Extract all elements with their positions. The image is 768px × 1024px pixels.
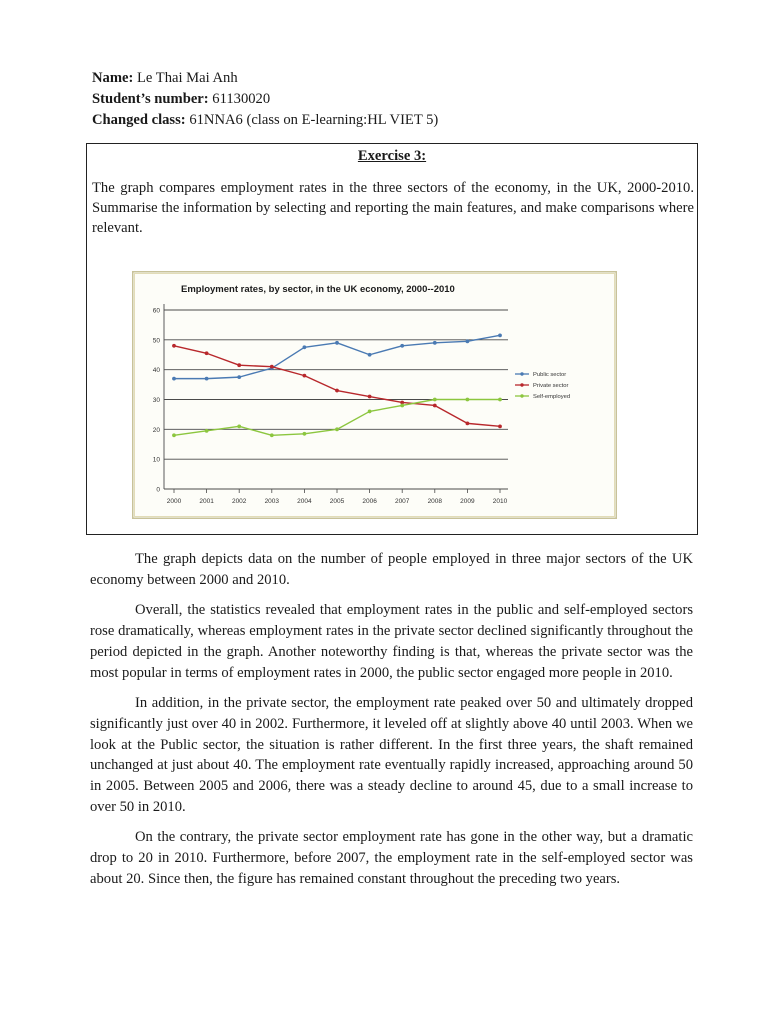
data-point-self-employed (498, 398, 502, 402)
x-tick-label: 2005 (329, 498, 345, 505)
employment-chart (132, 271, 617, 519)
name-row (92, 68, 438, 89)
data-point-private-sector (303, 374, 307, 378)
y-tick-label: 50 (152, 337, 160, 345)
data-point-public-sector (303, 345, 307, 349)
data-point-self-employed (237, 424, 241, 428)
y-tick-label: 60 (152, 307, 160, 315)
x-tick-label: 2002 (231, 498, 247, 505)
data-point-self-employed (172, 433, 176, 437)
x-tick-label: 2004 (297, 498, 312, 505)
data-point-private-sector (335, 389, 339, 393)
data-point-public-sector (205, 377, 209, 381)
data-point-self-employed (433, 398, 437, 402)
essay-body (90, 549, 693, 900)
data-point-public-sector (466, 339, 470, 343)
student-number-value: 61130020 (212, 91, 271, 107)
y-tick-label: 10 (152, 456, 160, 464)
x-tick-label: 2006 (362, 498, 377, 505)
data-point-private-sector (466, 421, 470, 425)
data-point-private-sector (237, 363, 241, 367)
exercise-box (86, 143, 698, 535)
changed-class-label: Changed class: (92, 112, 186, 128)
exercise-title: Exercise 3: (357, 148, 427, 164)
x-tick-label: 2000 (166, 498, 182, 505)
name-label: Name: (92, 70, 134, 86)
data-point-self-employed (335, 427, 339, 431)
data-point-self-employed (303, 432, 307, 436)
data-point-private-sector (433, 404, 437, 408)
changed-class-value: 61NNA6 (class on E-learning:HL VIET 5) (189, 112, 439, 128)
legend-label-private-sector: Private sector (533, 383, 569, 390)
data-point-private-sector (172, 344, 176, 348)
data-point-public-sector (433, 341, 437, 345)
legend-marker-public-sector (520, 372, 523, 375)
data-point-self-employed (270, 433, 274, 437)
changed-class-row (92, 110, 438, 131)
x-tick-label: 2010 (492, 498, 508, 505)
x-tick-label: 2008 (427, 498, 443, 505)
data-point-private-sector (368, 395, 372, 399)
y-tick-label: 20 (152, 426, 160, 434)
exercise-prompt: The graph compares employment rates in the three sectors of the economy, in the UK, 2000-2010. Summarise the information by selecting and reporting the main features, and make comparisons where relevant. (92, 180, 694, 236)
data-point-self-employed (400, 404, 404, 408)
legend-label-public-sector: Public sector (533, 372, 567, 379)
paragraph-1: The graph depicts data on the number of people employed in three major sectors of the UK economy between 2000 and 2010. (90, 551, 693, 588)
y-tick-label: 30 (152, 397, 160, 404)
x-tick-label: 2007 (394, 498, 410, 505)
x-tick-label: 2003 (264, 498, 280, 505)
student-info (92, 68, 438, 131)
chart-svg (132, 271, 617, 519)
data-point-public-sector (368, 353, 372, 357)
legend-label-self-employed: Self-employed (533, 394, 571, 401)
data-point-public-sector (335, 341, 339, 345)
x-tick-label: 2009 (460, 498, 475, 505)
data-point-private-sector (270, 365, 274, 369)
name-value: Le Thai Mai Anh (137, 70, 238, 86)
legend-marker-private-sector (520, 383, 523, 386)
student-number-label: Student’s number: (92, 91, 209, 107)
data-point-self-employed (205, 429, 209, 433)
data-point-public-sector (400, 344, 404, 348)
chart-title: Employment rates, by sector, in the UK economy, 2000--2010 (181, 284, 455, 295)
data-point-public-sector (172, 377, 176, 381)
legend-marker-self-employed (520, 394, 523, 397)
paragraph-3: In addition, in the private sector, the employment rate peaked over 50 and ultimately dropped significantly just over 40 in 2002. Furthermore, it leveled off at slightly above 40 until 2003. When we look at the Public sector, the situation is rather different. In the first three years, the shaft remained unchanged at just about 40. The employment rate eventually rapidly increased, approaching around 50 in 2005. Between 2005 and 2006, there was a steady decline to around 45, due to a small increase to over 50 in 2010. (90, 695, 693, 815)
data-point-self-employed (466, 398, 470, 402)
paragraph-4: On the contrary, the private sector employment rate has gone in the other way, but a dramatic drop to 20 in 2010. Furthermore, before 2007, the employment rate in the self-employed sector was about 20. Since then, the figure has remained constant throughout the preceding two years. (90, 829, 693, 887)
data-point-self-employed (368, 410, 372, 414)
data-point-private-sector (498, 424, 502, 428)
y-tick-label: 0 (156, 486, 160, 494)
data-point-public-sector (498, 333, 502, 337)
paragraph-2: Overall, the statistics revealed that employment rates in the public and self-employed sectors rose dramatically, whereas employment rates in the private sector declined significantly throughout the period depicted in the graph. Another noteworthy finding is that, whereas the private sector was the most popular in terms of employment rates in 2000, the public sector engaged more people in 2010. (90, 602, 693, 681)
data-point-private-sector (205, 351, 209, 355)
data-point-public-sector (237, 375, 241, 379)
student-number-row (92, 89, 438, 110)
y-tick-label: 40 (152, 367, 160, 375)
x-tick-label: 2001 (199, 498, 214, 505)
